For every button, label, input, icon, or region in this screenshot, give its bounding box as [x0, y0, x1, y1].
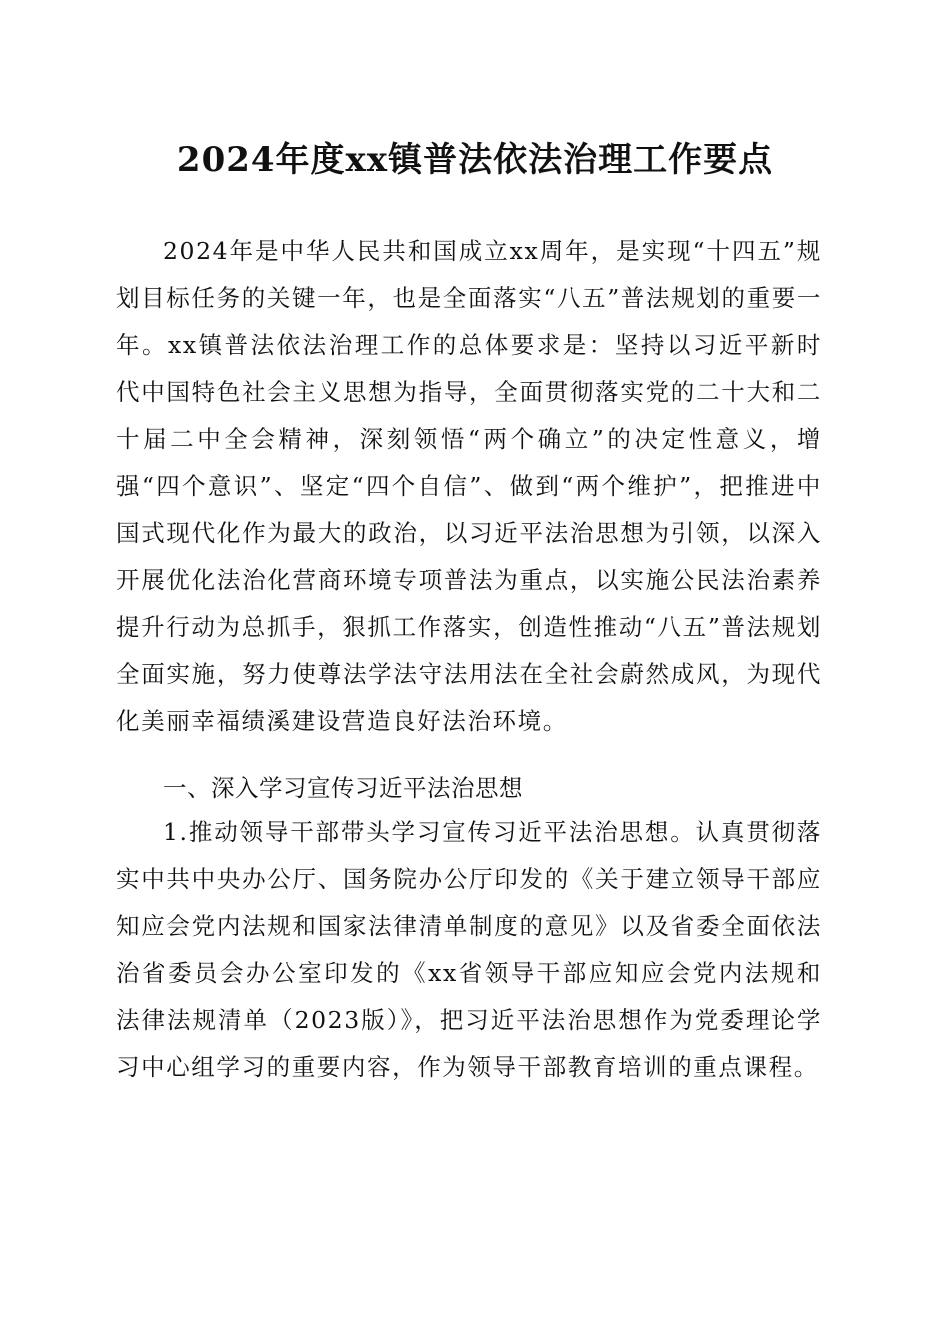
document-title: 2024年度xx镇普法依法治理工作要点	[176, 140, 774, 180]
section-1-item-1: 1.推动领导干部带头学习宣传习近平法治思想。认真贯彻落实中共中央办公厅、国务院办公厅印发的《关于建立领导干部应知应会党内法规和国家法律清单制度的意见》以及省委全面依法治省委员会办公室印发的《xx省领导干部应知应会党内法规和法律法规清单（2023版）》，把习近平法治思想作为党委理论学习中心组学习的重要内容，作为领导干部教育培训的重点课程。	[116, 818, 822, 1081]
section-heading-1: 一、深入学习宣传习近平法治思想	[163, 774, 523, 802]
intro-paragraph: 2024年是中华人民共和国成立xx周年，是实现“十四五”规划目标任务的关键一年，也是全面落实“八五”普法规划的重要一年。xx镇普法依法治理工作的总体要求是：坚持以习近平新时代中国特色社会主义思想为指导，全面贯彻落实党的二十大和二十届二中全会精神，深刻领悟“两个确立”的决定性意义，增强“四个意识”、坚定“四个自信”、做到“两个维护”，把推进中国式现代化作为最大的政治，以习近平法治思想为引领，以深入开展优化法治化营商环境专项普法为重点，以实施公民法治素养提升行动为总抓手，狠抓工作落实，创造性推动“八五”普法规划全面实施，努力使尊法学法守法用法在全社会蔚然成风，为现代化美丽幸福绩溪建设营造良好法治环境。	[116, 237, 822, 735]
